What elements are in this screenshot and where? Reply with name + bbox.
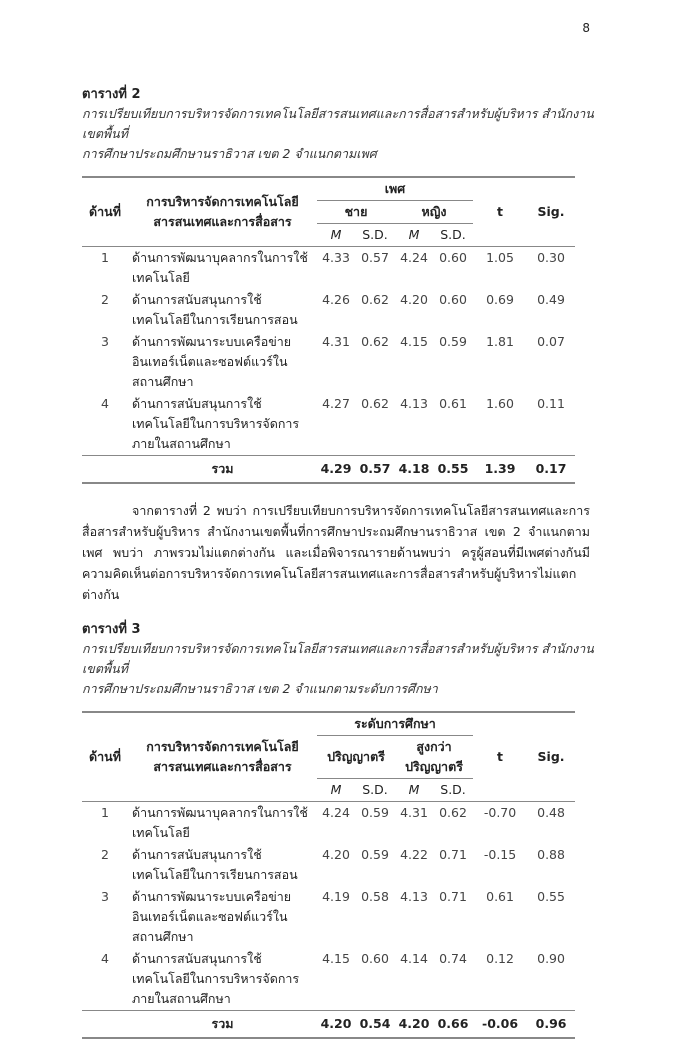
header-sub2: สูงกว่าปริญญาตรี bbox=[395, 736, 473, 779]
row-sd1: 0.58 bbox=[361, 889, 389, 904]
table-row bbox=[82, 948, 575, 1011]
header-sd: S.D. bbox=[440, 227, 466, 242]
row-m2: 4.20 bbox=[400, 292, 428, 307]
row-m1: 4.24 bbox=[322, 805, 350, 820]
row-m2: 4.13 bbox=[400, 396, 428, 411]
total-row bbox=[82, 456, 575, 484]
row-m1: 4.15 bbox=[322, 951, 350, 966]
row-sd2: 0.60 bbox=[439, 292, 467, 307]
header-sub1: ปริญญาตรี bbox=[317, 736, 395, 779]
total-m2: 4.20 bbox=[398, 1016, 430, 1031]
table3-caption-line2: การศึกษาประถมศึกษานราธิวาส เขต 2 จำแนกตามระดับการศึกษา bbox=[82, 681, 438, 696]
row-m2: 4.13 bbox=[400, 889, 428, 904]
row-m2: 4.22 bbox=[400, 847, 428, 862]
row-number: 3 bbox=[101, 889, 109, 904]
header-m: M bbox=[330, 782, 342, 797]
row-sig: 0.88 bbox=[537, 847, 565, 862]
row-m1: 4.26 bbox=[322, 292, 350, 307]
row-sd1: 0.59 bbox=[361, 805, 389, 820]
header-col-desc: การบริหารจัดการเทคโนโลยีสารสนเทศและการสื่อสาร bbox=[146, 739, 299, 774]
row-m1: 4.19 bbox=[322, 889, 350, 904]
table3-caption bbox=[82, 639, 602, 699]
header-sd: S.D. bbox=[362, 782, 388, 797]
row-sig: 0.55 bbox=[537, 889, 565, 904]
row-number: 4 bbox=[101, 396, 109, 411]
total-sd2: 0.66 bbox=[437, 1016, 469, 1031]
row-t: 1.81 bbox=[486, 334, 514, 349]
row-sd2: 0.74 bbox=[439, 951, 467, 966]
row-m1: 4.33 bbox=[322, 250, 350, 265]
header-sig: Sig. bbox=[537, 749, 565, 764]
row-number: 4 bbox=[101, 951, 109, 966]
row-sd1: 0.62 bbox=[361, 292, 389, 307]
table2-caption-line2: การศึกษาประถมศึกษานราธิวาส เขต 2 จำแนกตามเพศ bbox=[82, 146, 377, 161]
row-number: 2 bbox=[101, 847, 109, 862]
header-sig: Sig. bbox=[537, 204, 565, 219]
row-t: 0.61 bbox=[486, 889, 514, 904]
table-row bbox=[82, 844, 575, 886]
table-row bbox=[82, 331, 575, 393]
header-sd: S.D. bbox=[440, 782, 466, 797]
total-sd1: 0.57 bbox=[359, 461, 391, 476]
header-col-no: ด้านที่ bbox=[89, 204, 121, 219]
row-t: 0.12 bbox=[486, 951, 514, 966]
row-number: 1 bbox=[101, 805, 109, 820]
header-t: t bbox=[497, 204, 503, 219]
row-description: ด้านการสนับสนุนการใช้เทคโนโลยีในการบริหารจัดการภายในสถานศึกษา bbox=[132, 951, 300, 1006]
row-m2: 4.15 bbox=[400, 334, 428, 349]
row-sd1: 0.62 bbox=[361, 396, 389, 411]
row-t: -0.15 bbox=[483, 847, 517, 862]
header-group: เพศ bbox=[317, 177, 473, 201]
body-paragraph: จากตารางที่ 2 พบว่า การเปรียบเทียบการบริหารจัดการเทคโนโลยีสารสนเทศและการสื่อสารสำหรับผู้บริหาร สำนักงานเขตพื้นที่การศึกษาประถมศึกษานราธิวาส เขต 2 จำแนกตามเพศ พบว่า ภาพรวมไม่แตกต่างกัน และเมื่อพิจารณารายด้านพบว่า ครูผู้สอนที่มีเพศต่างกันมีความคิดเห็นต่อการบริหารจัดการเทคโนโลยีสารสนเทศและการสื่อสารสำหรับผู้บริหารไม่แตกต่างกัน bbox=[82, 503, 590, 602]
total-sig: 0.17 bbox=[535, 461, 567, 476]
table-row bbox=[82, 393, 575, 456]
table3-caption-line1: การเปรียบเทียบการบริหารจัดการเทคโนโลยีสารสนเทศและการสื่อสารสำหรับผู้บริหาร สำนักงานเขตพื้นที่ bbox=[82, 641, 594, 676]
row-description: ด้านการสนับสนุนการใช้เทคโนโลยีในการเรียนการสอน bbox=[132, 292, 298, 327]
table2 bbox=[82, 176, 575, 484]
row-m2: 4.14 bbox=[400, 951, 428, 966]
total-sd1: 0.54 bbox=[359, 1016, 391, 1031]
total-spacer bbox=[82, 1011, 128, 1039]
header-sub1: ชาย bbox=[317, 201, 395, 224]
header-m: M bbox=[408, 227, 420, 242]
total-label: รวม bbox=[211, 1016, 234, 1031]
row-sig: 0.90 bbox=[537, 951, 565, 966]
page-number: 8 bbox=[582, 21, 590, 35]
row-sd1: 0.62 bbox=[361, 334, 389, 349]
row-sd1: 0.57 bbox=[361, 250, 389, 265]
row-sd2: 0.62 bbox=[439, 805, 467, 820]
row-sig: 0.30 bbox=[537, 250, 565, 265]
row-description: ด้านการสนับสนุนการใช้เทคโนโลยีในการบริหารจัดการภายในสถานศึกษา bbox=[132, 396, 300, 451]
total-t: 1.39 bbox=[484, 461, 516, 476]
row-t: 0.69 bbox=[486, 292, 514, 307]
row-sd2: 0.71 bbox=[439, 847, 467, 862]
row-description: ด้านการพัฒนาระบบเครือข่ายอินเทอร์เน็ตและซอฟต์แวร์ในสถานศึกษา bbox=[132, 334, 292, 389]
row-sd1: 0.60 bbox=[361, 951, 389, 966]
header-col-no: ด้านที่ bbox=[89, 749, 121, 764]
header-t: t bbox=[497, 749, 504, 764]
header-sub2: หญิง bbox=[395, 201, 473, 224]
row-sd2: 0.59 bbox=[439, 334, 467, 349]
row-sig: 0.07 bbox=[537, 334, 565, 349]
row-t: -0.70 bbox=[483, 805, 517, 820]
table2-label: ตารางที่ 2 bbox=[82, 87, 141, 102]
row-sd1: 0.59 bbox=[361, 847, 389, 862]
total-sd2: 0.55 bbox=[437, 461, 469, 476]
row-t: 1.05 bbox=[486, 250, 514, 265]
row-sig: 0.48 bbox=[537, 805, 565, 820]
row-number: 1 bbox=[101, 250, 109, 265]
row-m1: 4.31 bbox=[322, 334, 350, 349]
table2-caption bbox=[82, 104, 602, 164]
header-group: ระดับการศึกษา bbox=[317, 712, 473, 736]
row-m2: 4.31 bbox=[400, 805, 428, 820]
table-row bbox=[82, 802, 575, 845]
row-m2: 4.24 bbox=[400, 250, 428, 265]
total-spacer bbox=[82, 456, 128, 484]
total-m1: 4.29 bbox=[320, 461, 352, 476]
row-description: ด้านการสนับสนุนการใช้เทคโนโลยีในการเรียนการสอน bbox=[132, 847, 298, 882]
row-sd2: 0.61 bbox=[439, 396, 467, 411]
row-description: ด้านการพัฒนาบุคลากรในการใช้เทคโนโลยี bbox=[132, 805, 308, 840]
row-sd2: 0.60 bbox=[439, 250, 467, 265]
total-row bbox=[82, 1011, 575, 1039]
table-row bbox=[82, 886, 575, 948]
row-sd2: 0.71 bbox=[439, 889, 467, 904]
table-row bbox=[82, 247, 575, 290]
header-m: M bbox=[408, 782, 420, 797]
row-m1: 4.20 bbox=[322, 847, 350, 862]
total-m2: 4.18 bbox=[398, 461, 430, 476]
total-t: -0.06 bbox=[482, 1016, 519, 1031]
total-sig: 0.96 bbox=[535, 1016, 567, 1031]
row-number: 3 bbox=[101, 334, 109, 349]
table3-label: ตารางที่ 3 bbox=[82, 622, 141, 637]
total-label: รวม bbox=[211, 461, 234, 476]
row-number: 2 bbox=[101, 292, 109, 307]
table2-caption-line1: การเปรียบเทียบการบริหารจัดการเทคโนโลยีสารสนเทศและการสื่อสารสำหรับผู้บริหาร สำนักงานเขตพื้นที่ bbox=[82, 106, 594, 141]
row-description: ด้านการพัฒนาระบบเครือข่ายอินเทอร์เน็ตและซอฟต์แวร์ในสถานศึกษา bbox=[132, 889, 292, 944]
row-description: ด้านการพัฒนาบุคลากรในการใช้เทคโนโลยี bbox=[132, 250, 308, 285]
header-sd: S.D. bbox=[362, 227, 388, 242]
table3 bbox=[82, 711, 575, 1039]
table-row bbox=[82, 289, 575, 331]
total-m1: 4.20 bbox=[320, 1016, 352, 1031]
row-t: 1.60 bbox=[486, 396, 514, 411]
row-m1: 4.27 bbox=[322, 396, 350, 411]
row-sig: 0.49 bbox=[537, 292, 565, 307]
row-sig: 0.11 bbox=[537, 396, 565, 411]
header-m: M bbox=[330, 227, 342, 242]
header-col-desc: การบริหารจัดการเทคโนโลยีสารสนเทศและการสื่อสาร bbox=[146, 194, 299, 229]
